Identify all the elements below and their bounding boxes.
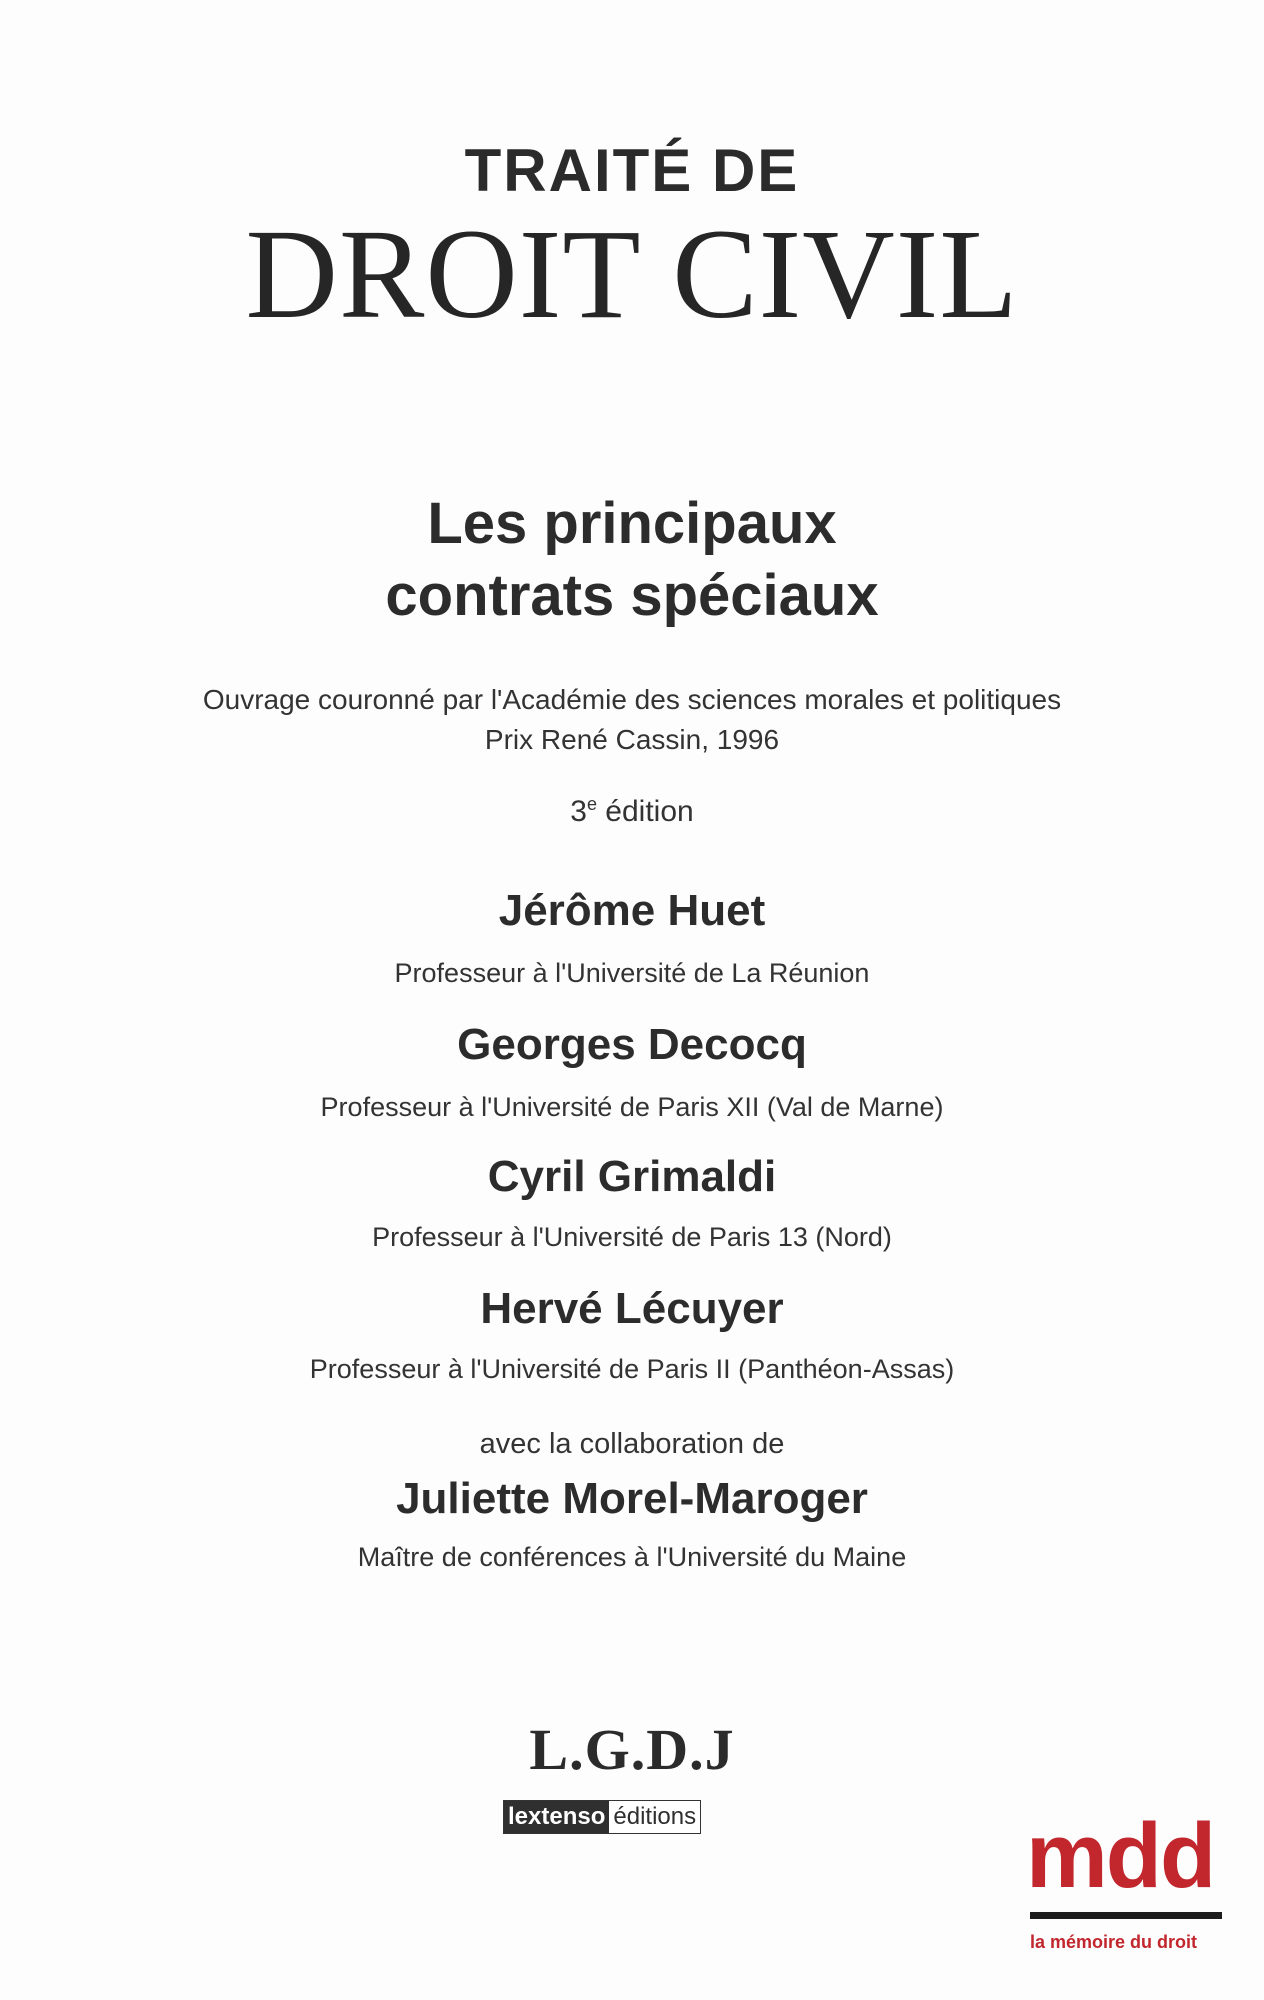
edition [0, 794, 1264, 829]
book-title-line2: contrats spéciaux [385, 563, 879, 628]
edition-word: édition [596, 795, 694, 828]
edition-suffix: e [586, 794, 597, 814]
award-note [0, 680, 1264, 760]
collaborator-title: Maître de conférences à l'Université du Maine [357, 1542, 907, 1572]
award-line1: Ouvrage couronné par l'Académie des sciences morales et politiques [202, 684, 1062, 715]
edition-number: 3 [570, 795, 587, 828]
award-line2: Prix René Cassin, 1996 [484, 724, 780, 755]
author-name: Cyril Grimaldi [487, 1152, 777, 1201]
author-name: Georges Decocq [457, 1020, 807, 1069]
book-title-line1: Les principaux [427, 491, 837, 556]
author-title: Professeur à l'Université de Paris 13 (Nord) [372, 1222, 892, 1252]
series-title-small: TRAITÉ DE [464, 137, 800, 204]
collaboration-intro: avec la collaboration de [479, 1428, 785, 1460]
author-title: Professeur à l'Université de Paris II (Panthéon-Assas) [309, 1354, 955, 1384]
mdd-logo-text: mdd [1026, 1805, 1215, 1907]
lextenso-logo-dark: lextenso [504, 1801, 609, 1833]
collaborator-name: Juliette Morel-Maroger [396, 1474, 868, 1523]
lextenso-logo [503, 1800, 701, 1834]
mdd-tagline: la mémoire du droit [1030, 1932, 1198, 1952]
book-title [0, 488, 1264, 632]
mdd-watermark-logo [1026, 1805, 1226, 1990]
author-title: Professeur à l'Université de Paris XII (Val de Marne) [320, 1092, 944, 1122]
publisher-name: L.G.D.J [529, 1717, 735, 1782]
author-name: Jérôme Huet [498, 886, 766, 935]
mdd-logo-rule [1030, 1912, 1222, 1919]
author-title: Professeur à l'Université de La Réunion [394, 958, 870, 988]
series-title-large: DROIT CIVIL [245, 203, 1019, 345]
author-name: Hervé Lécuyer [480, 1284, 784, 1333]
lextenso-logo-light: éditions [609, 1801, 700, 1833]
